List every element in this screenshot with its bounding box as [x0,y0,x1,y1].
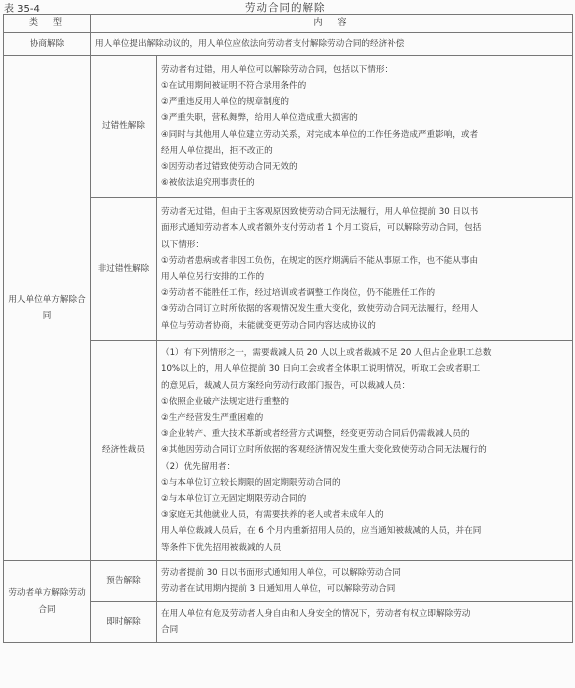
content-notice [157,561,573,602]
content-line: ④其他因劳动合同订立时所依据的客观经济情况发生重大变化致使劳动合同无法履行的 [161,445,487,456]
content-line: ①与本单位订立较长期限的固定期限劳动合同的 [161,477,341,488]
content-line: 等条件下优先招用被裁减的人员 [161,542,282,553]
content-line: 用人单位裁减人员后，在 6 个月内重新招用人员的，应当通知被裁减的人员，并在同 [161,526,482,537]
subtype-layoff: 经济性裁员 [91,341,157,561]
content-line: 单位与劳动者协商，未能就变更劳动合同内容达成协议的 [161,320,376,331]
table-row [4,56,573,198]
subtype-immediate: 即时解除 [91,602,157,643]
table-title: 劳动合同的解除 [245,2,326,14]
content-line: 劳动者有过错，用人单位可以解除劳动合同，包括以下情形： [161,64,394,75]
content-line: ③劳动合同订立时所依据的客观情况发生重大变化，致使劳动合同无法履行，经用人 [161,304,479,315]
content-line: 用人单位提出解除动议的，用人单位应依法向劳动者支付解除劳动合同的经济补偿 [95,38,405,49]
content-line: 的意见后，裁减人员方案经向劳动行政部门报告，可以裁减人员： [161,380,411,391]
table-row [4,561,573,602]
subtype-notice: 预告解除 [91,561,157,602]
content-line: ①在试用期间被证明不符合录用条件的 [161,80,307,91]
header-row [4,15,573,33]
content-line: 劳动者在试用期内提前 3 日通知用人单位，可以解除劳动合同 [161,584,396,594]
content-line: （2）优先留用者： [161,461,236,472]
table-row [4,33,573,56]
content-line: ②与本单位订立无固定期限劳动合同的 [161,494,307,504]
type-employer: 用人单位单方解除合同 [4,56,91,561]
content-line: （1）有下列情形之一，需要裁减人员 20 人以上或者裁减不足 20 人但占企业职工总数 [161,348,492,359]
content-line: ③家庭无其他就业人员，有需要扶养的老人或者未成年人的 [161,510,384,521]
content-line: 面形式通知劳动者本人或者额外支付劳动者 1 个月工资后，可以解除劳动合同，包括 [161,223,482,234]
content-line: 劳动者无过错，但由于主客观原因致使劳动合同无法履行，用人单位提前 30 日以书 [161,207,479,218]
header-content: 内 容 [91,15,573,33]
content-mutual [91,33,573,56]
content-line: ①依照企业破产法规定进行重整的 [161,396,290,407]
content-line: 合同 [161,625,179,635]
content-line: 经用人单位提出，拒不改正的 [161,145,273,156]
subtype-nonfault: 非过错性解除 [91,198,157,341]
content-line: ②生产经营发生严重困难的 [161,412,264,423]
content-nonfault [157,198,573,341]
content-line: ⑥被依法追究刑事责任的 [161,178,255,189]
content-line: ③企业转产、重大技术革新或者经营方式调整，经变更劳动合同后仍需裁减人员的 [161,429,470,440]
content-line: 劳动者提前 30 日以书面形式通知用人单位，可以解除劳动合同 [161,567,401,578]
content-line: 在用人单位有危及劳动者人身自由和人身安全的情况下，劳动者有权立即解除劳动 [161,608,471,619]
content-line: ⑤因劳动者过错致使劳动合同无效的 [161,161,298,172]
content-line: ①劳动者患病或者非因工负伤，在规定的医疗期满后不能从事原工作，也不能从事由 [161,255,479,266]
content-immediate [157,602,573,643]
content-line: ②严重违反用人单位的规章制度的 [161,97,290,108]
termination-table [3,14,573,643]
content-line: 用人单位另行安排的工作的 [161,272,265,282]
table-number: 表 35-4 [4,4,40,15]
content-line: 以下情形： [161,239,204,250]
content-line: ②劳动者不能胜任工作，经过培训或者调整工作岗位，仍不能胜任工作的 [161,288,436,299]
content-line: ④同时与其他用人单位建立劳动关系，对完成本单位的工作任务造成严重影响，或者 [161,129,479,140]
content-layoff [157,341,573,561]
content-line: 10%以上的，用人单位提前 30 日向工会或者全体职工说明情况，听取工会或者职工 [161,364,481,375]
header-type: 类 型 [4,15,91,33]
subtype-fault: 过错性解除 [91,56,157,198]
content-fault [157,56,573,198]
content-line: ③严重失职，营私舞弊，给用人单位造成重大损害的 [161,113,358,124]
type-employee: 劳动者单方解除劳动合同 [4,561,91,643]
type-mutual: 协商解除 [4,33,91,56]
